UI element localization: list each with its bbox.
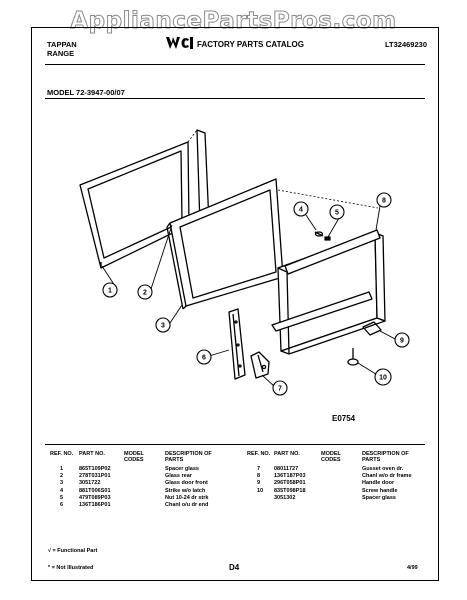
- watermark-text: AppliancePartsPros.com: [70, 8, 397, 34]
- table-row: [50, 466, 228, 473]
- svg-text:3: 3: [161, 322, 165, 330]
- ref-no-cell: 4: [60, 487, 64, 494]
- ref-no-cell: 5: [60, 494, 64, 501]
- model-codes-cell: [321, 495, 362, 502]
- description-cell: Spacer glass: [362, 494, 396, 501]
- brand-line-1: TAPPAN: [47, 40, 77, 49]
- col-description: DESCRIPTION OF PARTS: [165, 451, 212, 463]
- table-row: [50, 473, 228, 480]
- callout-3: [156, 318, 170, 332]
- col-part-no: PART NO.: [274, 451, 300, 457]
- part-no-cell: 3051722: [79, 480, 101, 487]
- table-row: [247, 495, 425, 502]
- part-no-cell: 08011727: [274, 466, 299, 472]
- description-cell: Nut 10-24 dr strk: [165, 494, 209, 501]
- ref-no-cell: 10: [257, 487, 264, 494]
- part-no-cell: 865T109P02: [79, 466, 111, 472]
- callout-2: [138, 285, 152, 299]
- catalog-title: FACTORY PARTS CATALOG: [197, 40, 304, 49]
- table-row: [247, 473, 425, 480]
- model-codes-cell: [321, 488, 362, 495]
- brand-label: [47, 40, 77, 58]
- part-no-cell: 296T058P01: [274, 480, 306, 487]
- parts-table-right: [247, 451, 425, 502]
- table-row: [247, 488, 425, 495]
- description-cell: Gusset oven dr.: [362, 466, 404, 472]
- part-strike-and-nut: [315, 232, 330, 240]
- table-row: [50, 480, 228, 487]
- ref-no-cell: 6: [60, 502, 64, 509]
- col-part-no: PART NO.: [79, 451, 105, 457]
- model-codes-cell: [124, 502, 165, 509]
- part-channel-end: [229, 309, 245, 379]
- col-ref-no: REF. NO.: [50, 451, 74, 457]
- callout-6: [197, 350, 211, 364]
- callout-8: [377, 193, 391, 207]
- page-number: D4: [229, 563, 240, 572]
- part-no-cell: 3051302: [274, 494, 296, 501]
- part-spacer-glass: [80, 142, 189, 268]
- part-no-cell: 835T098P18: [274, 487, 306, 494]
- model-number: MODEL 72-3947-00/07: [47, 88, 125, 97]
- not-illustrated-note: * = Not Illustrated: [48, 565, 94, 571]
- table-top-rule: [45, 444, 425, 445]
- model-rule: [45, 98, 425, 99]
- svg-text:6: 6: [202, 354, 206, 362]
- model-codes-cell: [321, 466, 362, 473]
- svg-text:10: 10: [379, 374, 387, 382]
- ref-no-cell: 2: [60, 473, 64, 480]
- revision-date: 4/99: [407, 565, 418, 571]
- description-cell: Glass rear: [165, 473, 192, 480]
- part-no-cell: 136T187P03: [274, 473, 306, 480]
- model-codes-cell: [124, 495, 165, 502]
- svg-text:7: 7: [278, 385, 282, 393]
- ref-no-cell: [247, 495, 274, 502]
- description-cell: Glass door front: [165, 480, 208, 487]
- model-codes-cell: [321, 473, 362, 480]
- description-cell: Strike w/o latch: [165, 487, 206, 494]
- description-cell: Chanl o/u dr end: [165, 502, 209, 509]
- ref-no-cell: 3: [60, 480, 64, 487]
- table-row: [50, 502, 228, 509]
- callout-10: [375, 369, 391, 385]
- svg-text:4: 4: [299, 206, 303, 214]
- functional-part-note: √ = Functional Part: [48, 548, 98, 554]
- ref-no-cell: 9: [257, 480, 261, 487]
- callout-9: [395, 333, 409, 347]
- header-rule: [45, 64, 425, 65]
- col-model-codes: MODEL CODES: [124, 451, 144, 463]
- table-row: [247, 466, 425, 473]
- part-no-cell: 136T186P01: [79, 502, 111, 509]
- wci-logo-icon: [165, 35, 195, 51]
- brand-line-2: RANGE: [47, 49, 75, 58]
- part-screw-handle: [348, 348, 358, 365]
- table-row: [50, 488, 228, 495]
- description-cell: Handle door: [362, 480, 395, 487]
- model-codes-cell: [124, 466, 165, 473]
- model-codes-cell: [321, 480, 362, 487]
- diagram-code: E0754: [332, 414, 356, 423]
- parts-table-left: [50, 451, 228, 509]
- part-no-cell: 479T089P03: [79, 494, 111, 501]
- col-description: DESCRIPTION OF PARTS: [362, 451, 409, 463]
- ref-no-cell: 8: [257, 473, 261, 480]
- ref-no-cell: 1: [60, 466, 64, 472]
- svg-text:1: 1: [108, 287, 112, 295]
- part-no-cell: 278T031P01: [79, 473, 111, 480]
- model-codes-cell: [124, 488, 165, 495]
- description-cell: Chanl w/o dr frame: [362, 473, 412, 480]
- model-codes-cell: [124, 480, 165, 487]
- part-no-cell: 881T006S01: [79, 487, 111, 494]
- ref-no-cell: 7: [257, 466, 261, 472]
- callout-7: [273, 381, 287, 395]
- part-gusset: [251, 352, 269, 378]
- description-cell: Screw handle: [362, 487, 398, 494]
- description-cell: Spacer glass: [165, 466, 199, 472]
- callout-1: [103, 283, 117, 297]
- svg-text:5: 5: [335, 209, 339, 217]
- svg-text:9: 9: [400, 337, 404, 345]
- col-ref-no: REF. NO.: [247, 451, 271, 457]
- catalog-number: LT32469230: [385, 40, 427, 49]
- exploded-parts-diagram: [31, 100, 431, 410]
- callout-5: [330, 205, 344, 219]
- col-model-codes: MODEL CODES: [321, 451, 341, 463]
- table-row: [247, 480, 425, 487]
- svg-text:2: 2: [143, 289, 147, 297]
- svg-text:8: 8: [382, 197, 386, 205]
- callout-4: [294, 202, 308, 216]
- model-codes-cell: [124, 473, 165, 480]
- table-row: [50, 495, 228, 502]
